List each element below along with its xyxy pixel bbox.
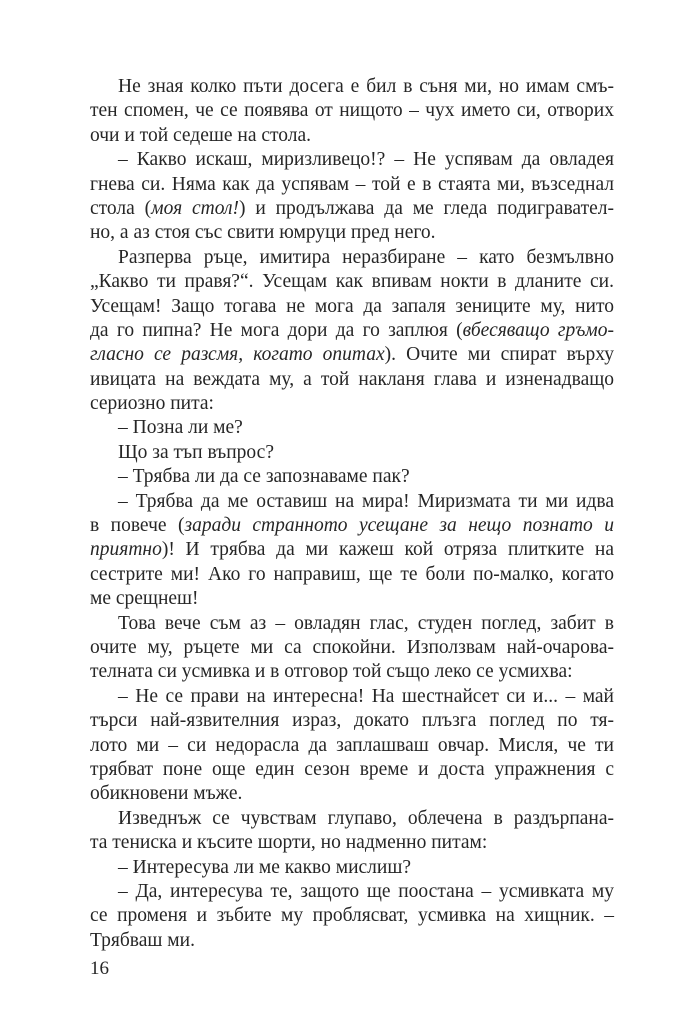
text-line: сестрите ми! Ако го направиш, ще те боли по-малко, когато bbox=[90, 563, 614, 585]
text-line bbox=[90, 514, 614, 538]
text-line: Усещам! Защо тогава не мога да запаля зениците му, нито bbox=[90, 295, 614, 317]
italic-run: гласно се разсмя, когато опитах bbox=[90, 344, 385, 366]
text-line: се променя и зъбите му проблясват, усмивка на хищник. – bbox=[90, 905, 614, 927]
text-run: стола ( bbox=[90, 197, 152, 219]
text-line: – Интересува ли ме какво мислиш? bbox=[118, 856, 412, 878]
text-line: телната си усмивка и в отговор той също леко се усмихва: bbox=[90, 661, 573, 683]
text-line: гнева си. Няма как да успявам – той е в стаята ми, възседнал bbox=[90, 173, 614, 195]
text-line: – Какво искаш, миризливецо!? – Не успявам да овладея bbox=[118, 149, 614, 171]
text-line bbox=[90, 538, 614, 562]
text-line: – Не се прави на интересна! На шестнайсет си и... – май bbox=[118, 685, 614, 707]
text-line: „Какво ти правя?“. Усещам как впивам нокти в дланите си. bbox=[90, 271, 614, 293]
text-line: очи и той седеше на стола. bbox=[90, 124, 312, 146]
text-line: Разперва ръце, имитира неразбиране – като безмълвно bbox=[118, 246, 614, 268]
text-line: – Позна ли ме? bbox=[118, 417, 243, 439]
text-line: търси най-язвителния израз, докато плъзга поглед по тя- bbox=[90, 710, 614, 732]
text-line: обикновени мъже. bbox=[90, 783, 243, 805]
italic-run: заради странното усещане за нещо познато и bbox=[184, 515, 614, 537]
text-run: в повече ( bbox=[90, 515, 185, 537]
text-line bbox=[90, 319, 614, 343]
text-line: та тениска и късите шорти, но надменно питам: bbox=[90, 832, 488, 854]
text-line: Изведнъж се чувствам глупаво, облечена в раздърпана- bbox=[118, 807, 614, 829]
text-line: тен спомен, че се появява от нищото – чух името си, отворих bbox=[90, 100, 614, 122]
text-line bbox=[90, 197, 614, 221]
text-line: трябват поне още един сезон време и доста упражнения с bbox=[90, 758, 614, 780]
text-line: ивицата на веждата му, а той накланя глава и изненадващо bbox=[90, 368, 614, 390]
text-line: – Да, интересува те, защото ще поостана – усмивката му bbox=[118, 880, 614, 902]
italic-run: приятно bbox=[90, 539, 162, 561]
text-line: Това вече съм аз – овладян глас, студен поглед, забит в bbox=[118, 612, 614, 634]
italic-run: моя стол! bbox=[151, 197, 239, 219]
italic-run: вбесяващо гръмо- bbox=[462, 319, 614, 341]
text-run: )! И трябва да ми кажеш кой отряза плитките на bbox=[161, 539, 614, 561]
text-run: ) и продължава да ме гледа подигравател- bbox=[238, 197, 614, 219]
text-line: ме срещнеш! bbox=[90, 588, 199, 610]
text-line: – Трябва ли да се запознаваме пак? bbox=[118, 466, 410, 488]
body-text bbox=[90, 75, 614, 953]
text-line: но, а аз стоя със свити юмруци пред него. bbox=[90, 222, 436, 244]
text-line: Не зная колко пъти досега е бил в съня ми, но имам смъ- bbox=[118, 76, 614, 97]
text-line: сериозно пита: bbox=[90, 393, 214, 415]
text-line: – Трябва да ме оставиш на мира! Миризмата ти ми идва bbox=[118, 490, 614, 512]
text-run: да го пипна? Не мога дори да го заплюя ( bbox=[90, 319, 463, 341]
text-line: Що за тъп въпрос? bbox=[118, 441, 274, 463]
text-line: Трябваш ми. bbox=[90, 929, 195, 951]
text-line bbox=[90, 343, 614, 367]
text-run: ). Очите ми спират върху bbox=[384, 344, 614, 366]
text-line: лото ми – си недорасла да заплашваш овчар. Мисля, че ти bbox=[90, 734, 614, 756]
page-number: 16 bbox=[90, 958, 109, 979]
text-line: очите му, ръцете ми са спокойни. Използвам най-очарова- bbox=[90, 636, 614, 658]
